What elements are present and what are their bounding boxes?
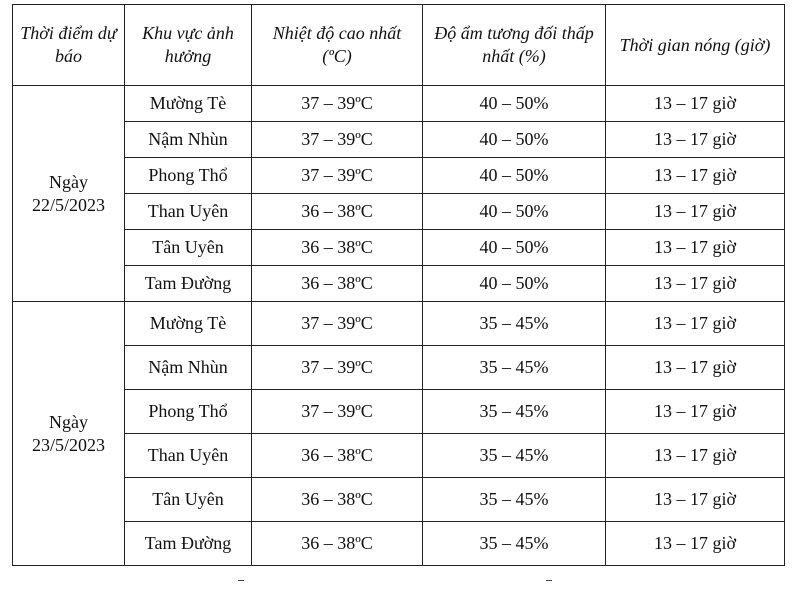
- temp-cell: 37 – 39ºC: [252, 302, 423, 346]
- table-row: [13, 266, 785, 302]
- date-label: Ngày: [49, 171, 88, 192]
- area-cell: Tam Đường: [125, 522, 252, 566]
- header-max-temperature: Nhiệt độ cao nhất (ºC): [252, 5, 423, 86]
- hours-cell: 13 – 17 giờ: [606, 158, 785, 194]
- hours-cell: 13 – 17 giờ: [606, 390, 785, 434]
- area-cell: Than Uyên: [125, 434, 252, 478]
- forecast-table: [12, 4, 785, 566]
- area-cell: Mường Tè: [125, 302, 252, 346]
- temp-cell: 36 – 38ºC: [252, 522, 423, 566]
- temp-cell: 37 – 39ºC: [252, 390, 423, 434]
- hours-cell: 13 – 17 giờ: [606, 522, 785, 566]
- humidity-cell: 40 – 50%: [423, 158, 606, 194]
- forecast-date-cell: [13, 86, 125, 302]
- hours-cell: 13 – 17 giờ: [606, 478, 785, 522]
- header-forecast-time: Thời điểm dự báo: [13, 5, 125, 86]
- area-cell: Tân Uyên: [125, 230, 252, 266]
- forecast-date-cell: [13, 302, 125, 566]
- hours-cell: 13 – 17 giờ: [606, 266, 785, 302]
- hours-cell: 13 – 17 giờ: [606, 346, 785, 390]
- humidity-cell: 40 – 50%: [423, 230, 606, 266]
- area-cell: Mường Tè: [125, 86, 252, 122]
- temp-cell: 36 – 38ºC: [252, 230, 423, 266]
- area-cell: Nậm Nhùn: [125, 346, 252, 390]
- header-min-humidity: Độ ẩm tương đối thấp nhất (%): [423, 5, 606, 86]
- hours-cell: 13 – 17 giờ: [606, 434, 785, 478]
- humidity-cell: 40 – 50%: [423, 122, 606, 158]
- table-row: [13, 522, 785, 566]
- temp-cell: 36 – 38ºC: [252, 478, 423, 522]
- header-affected-area: Khu vực ảnh hưởng: [125, 5, 252, 86]
- temp-cell: 36 – 38ºC: [252, 434, 423, 478]
- area-cell: Nậm Nhùn: [125, 122, 252, 158]
- temp-cell: 36 – 38ºC: [252, 266, 423, 302]
- temp-cell: 37 – 39ºC: [252, 158, 423, 194]
- temp-cell: 37 – 39ºC: [252, 122, 423, 158]
- humidity-cell: 35 – 45%: [423, 302, 606, 346]
- hours-cell: 13 – 17 giờ: [606, 230, 785, 266]
- humidity-cell: 40 – 50%: [423, 194, 606, 230]
- cut-off-caption-fragment: [0, 580, 799, 594]
- date-value: 22/5/2023: [31, 194, 105, 215]
- area-cell: Tân Uyên: [125, 478, 252, 522]
- humidity-cell: 35 – 45%: [423, 522, 606, 566]
- table-row: [13, 302, 785, 346]
- humidity-cell: 35 – 45%: [423, 434, 606, 478]
- date-value: 23/5/2023: [31, 434, 105, 455]
- humidity-cell: 40 – 50%: [423, 86, 606, 122]
- table-row: [13, 86, 785, 122]
- humidity-cell: 35 – 45%: [423, 390, 606, 434]
- humidity-cell: 35 – 45%: [423, 478, 606, 522]
- temp-cell: 36 – 38ºC: [252, 194, 423, 230]
- table-row: [13, 158, 785, 194]
- hours-cell: 13 – 17 giờ: [606, 86, 785, 122]
- area-cell: Phong Thổ: [125, 158, 252, 194]
- header-hot-hours: Thời gian nóng (giờ): [606, 5, 785, 86]
- humidity-cell: 35 – 45%: [423, 346, 606, 390]
- area-cell: Than Uyên: [125, 194, 252, 230]
- hours-cell: 13 – 17 giờ: [606, 122, 785, 158]
- temp-cell: 37 – 39ºC: [252, 86, 423, 122]
- temp-cell: 37 – 39ºC: [252, 346, 423, 390]
- area-cell: Tam Đường: [125, 266, 252, 302]
- table-row: [13, 390, 785, 434]
- date-label: Ngày: [49, 411, 88, 432]
- humidity-cell: 40 – 50%: [423, 266, 606, 302]
- table-row: [13, 230, 785, 266]
- hours-cell: 13 – 17 giờ: [606, 194, 785, 230]
- table-row: [13, 122, 785, 158]
- table-row: [13, 434, 785, 478]
- area-cell: Phong Thổ: [125, 390, 252, 434]
- hours-cell: 13 – 17 giờ: [606, 302, 785, 346]
- header-row: [13, 5, 785, 86]
- table-row: [13, 194, 785, 230]
- table-row: [13, 478, 785, 522]
- table-row: [13, 346, 785, 390]
